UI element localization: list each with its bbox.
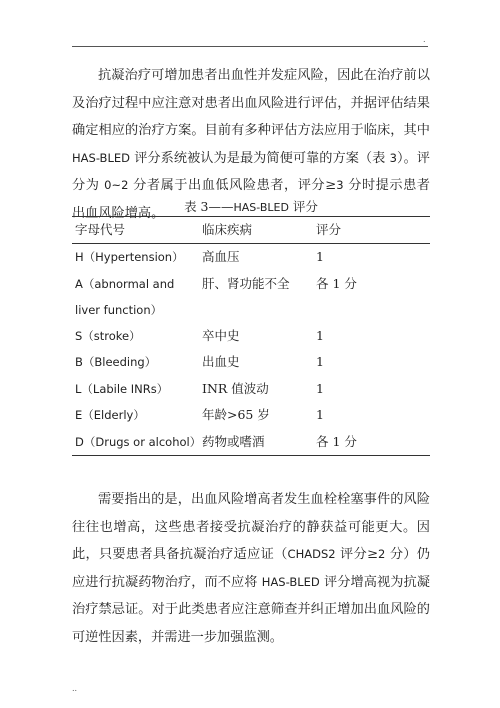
score-threshold: 3 — [336, 178, 344, 192]
table-row — [72, 349, 430, 376]
text-run: 分者属于出血低风险患者，评分≥ — [128, 178, 337, 193]
table-header-row — [72, 217, 430, 244]
text-run: 抗凝治疗可增加患者出血性并发症风险，因此在治疗前以及治疗过程中应注意对患者出血风险进行评估，并据评估结果确定相应的治疗方案。目前有多种评估方法应用于临床，其中 — [72, 68, 430, 138]
score-threshold: 2 — [378, 547, 386, 561]
table-caption — [72, 197, 430, 215]
cell-disease: INR 值波动 — [202, 380, 269, 396]
cell-score: 1 — [316, 327, 324, 343]
table-ref-number: 3 — [389, 150, 397, 165]
term-has-bled: HAS-BLED — [261, 574, 320, 589]
paragraph-note — [72, 486, 430, 651]
cell-disease: 药物或嗜酒 — [202, 433, 265, 449]
table-row — [72, 429, 430, 456]
table-row — [72, 376, 430, 403]
header-mark: . — [423, 35, 426, 44]
table-row — [72, 402, 430, 429]
has-bled-table — [72, 216, 430, 456]
term-chads2: CHADS2 — [287, 547, 336, 561]
cell-disease: 卒中史 — [202, 327, 240, 343]
cell-score: 1 — [316, 380, 324, 396]
text-run: 评分系统被认为是最为简便可靠的方案（表 — [129, 150, 390, 166]
text-run: 需要指出的是，出血风险增高者发生血栓栓塞事件的风险往往也增高，这些患者接受抗凝治疗的静获益可能更大。因此，只要患者具备抗凝治疗适应证（ — [72, 492, 430, 562]
table-row — [72, 244, 430, 271]
cell-code: D（Drugs or alcohol） — [75, 434, 202, 449]
footer-mark: .. — [72, 684, 78, 693]
cell-code: L（Labile INRs） — [75, 381, 169, 396]
header-score: 评分 — [316, 222, 342, 237]
cell-disease: 出血史 — [202, 354, 240, 369]
cell-score: 各 1 分 — [316, 433, 357, 449]
cell-score: 1 — [316, 249, 324, 264]
cell-code: H（Hypertension） — [75, 250, 184, 264]
cell-disease: 高血压 — [202, 249, 240, 264]
header-disease: 临床疾病 — [202, 222, 253, 237]
caption-suffix: 评分 — [288, 199, 318, 214]
cell-disease: 年龄>65 岁 — [202, 407, 270, 422]
score-range: 0~2 — [104, 178, 129, 192]
header-code: 字母代号 — [75, 222, 126, 237]
text-run: 分时提示患者出血风险增高。 — [72, 178, 430, 221]
text-run: 评分增高视为抗凝治疗禁忌证。对于此类患者应注意筛查并纠正增加出血风险的可逆性因素，并需进一步加强监测。 — [72, 574, 430, 645]
text-run: ）。评分为 — [72, 150, 430, 193]
cell-disease: 肝、肾功能不全 — [202, 275, 290, 291]
cell-code: E（Elderly） — [75, 408, 145, 422]
header-rule — [72, 46, 428, 47]
cell-score: 1 — [316, 407, 324, 422]
cell-score: 各 1 分 — [316, 275, 357, 291]
term-has-bled: HAS-BLED — [72, 150, 130, 165]
cell-code: S（stroke） — [75, 328, 141, 343]
caption-prefix: 表 3—— — [184, 199, 234, 214]
text-run: 评分≥ — [335, 547, 379, 562]
table-row — [72, 323, 430, 350]
cell-code: A（abnormal and liver function） — [75, 276, 175, 317]
text-run: 分）仍应进行抗凝药物治疗，而不应将 — [72, 547, 430, 590]
cell-score: 1 — [316, 354, 324, 369]
table-row — [72, 271, 430, 323]
cell-code: B（Bleeding） — [75, 355, 157, 369]
caption-term: HAS-BLED — [233, 201, 289, 214]
